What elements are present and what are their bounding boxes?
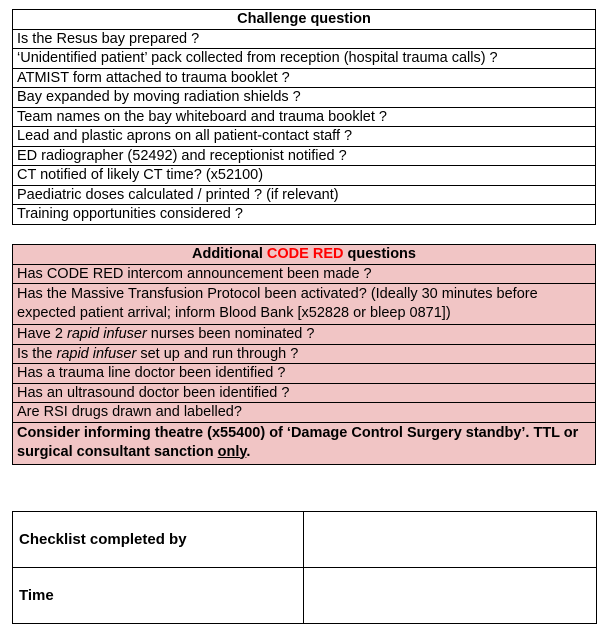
time-label: Time <box>13 568 304 624</box>
challenge-row: Team names on the bay whiteboard and trauma booklet ? <box>13 107 596 127</box>
row-text: Have 2 <box>17 326 67 343</box>
code-red-header-suffix: questions <box>343 246 416 263</box>
code-red-row: Has CODE RED intercom announcement been made ? <box>13 264 596 284</box>
row-text: Consider informing theatre (x55400) of ‘Damage Control Surgery standby’. TTL or surgical consultant sanction <box>17 424 579 460</box>
challenge-row: Bay expanded by moving radiation shields ? <box>13 88 596 108</box>
challenge-question-table <box>12 9 596 225</box>
code-red-header-prefix: Additional <box>192 246 267 263</box>
row-emphasis: rapid infuser <box>66 326 147 343</box>
row-text: Is the <box>17 345 57 362</box>
challenge-row: ED radiographer (52492) and receptionist notified ? <box>13 146 596 166</box>
signoff-table <box>12 511 597 624</box>
challenge-question-header: Challenge question <box>13 10 596 30</box>
challenge-row: Paediatric doses calculated / printed ? (if relevant) <box>13 185 596 205</box>
challenge-row: ATMIST form attached to trauma booklet ? <box>13 68 596 88</box>
row-emphasis: rapid infuser <box>56 345 137 362</box>
challenge-row: ‘Unidentified patient’ pack collected from reception (hospital trauma calls) ? <box>13 49 596 69</box>
time-field[interactable] <box>304 568 597 624</box>
code-red-row <box>13 344 596 364</box>
code-red-table <box>12 244 596 465</box>
code-red-highlight: CODE RED <box>266 246 344 263</box>
code-red-row: Has the Massive Transfusion Protocol been activated? (Ideally 30 minutes before expected patient arrival; inform Blood Bank [x52828 or bleep 0871]) <box>13 284 596 325</box>
code-red-header <box>13 245 596 265</box>
checklist-completed-by-field[interactable] <box>304 512 597 568</box>
code-red-row: Has a trauma line doctor been identified ? <box>13 364 596 384</box>
row-text: set up and run through ? <box>136 345 299 362</box>
row-text: . <box>246 443 251 460</box>
challenge-row: CT notified of likely CT time? (x52100) <box>13 166 596 186</box>
challenge-row: Lead and plastic aprons on all patient-contact staff ? <box>13 127 596 147</box>
code-red-row <box>13 422 596 464</box>
challenge-row: Training opportunities considered ? <box>13 205 596 225</box>
row-underline: only <box>217 443 247 460</box>
code-red-row <box>13 325 596 345</box>
code-red-row: Are RSI drugs drawn and labelled? <box>13 403 596 423</box>
code-red-row: Has an ultrasound doctor been identified ? <box>13 383 596 403</box>
checklist-completed-by-label: Checklist completed by <box>13 512 304 568</box>
challenge-row: Is the Resus bay prepared ? <box>13 29 596 49</box>
row-text: nurses been nominated ? <box>146 326 315 343</box>
